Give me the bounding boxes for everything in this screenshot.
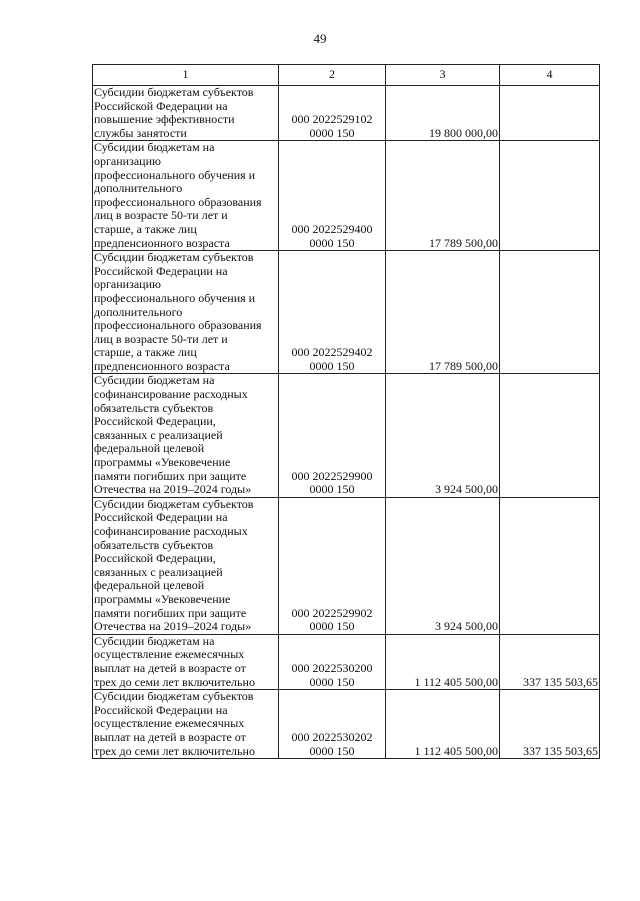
- row-description: Субсидии бюджетам субъектов Российской Федерации на организацию профессионального обучения и дополнительного профессионального образования лиц в возрасте 50-ти лет и старше, а также лиц предпенсионного возраста: [94, 250, 262, 373]
- row-description: Субсидии бюджетам на осуществление ежемесячных выплат на детей в возрасте от трех до семи лет включительно: [94, 633, 255, 689]
- page-number: 49: [313, 31, 327, 46]
- row-amount-executed: 337 135 503,65: [523, 674, 598, 689]
- row-amount-planned: 17 789 500,00: [429, 358, 498, 373]
- row-description: Субсидии бюджетам субъектов Российской Федерации на повышение эффективности службы занятости: [94, 85, 254, 140]
- table-row: [93, 690, 600, 759]
- row-code: 000 2022529402 0000 150: [291, 345, 373, 373]
- table-row: [93, 634, 600, 689]
- row-description: Субсидии бюджетам субъектов Российской Федерации на софинансирование расходных обязательств субъектов Российской Федерации, связанных с реализацией федеральной целевой программы «Увековечение памяти погибших при защите Отечества на 2019–2024 годы»: [94, 496, 254, 634]
- column-header-2: 2: [279, 65, 386, 86]
- row-amount-executed: 337 135 503,65: [523, 743, 598, 758]
- column-header-3: 3: [386, 65, 500, 86]
- budget-table: [92, 64, 600, 759]
- table-row: [93, 251, 600, 374]
- row-code: 000 2022529902 0000 150: [291, 605, 373, 634]
- row-amount-planned: 3 924 500,00: [435, 482, 498, 497]
- table-row: [93, 374, 600, 497]
- table-row: [93, 141, 600, 251]
- row-description: Субсидии бюджетам на организацию профессионального обучения и дополнительного профессионального образования лиц в возрасте 50-ти лет и старше, а также лиц предпенсионного возраста: [94, 140, 262, 250]
- table-header-row: [93, 65, 600, 86]
- row-amount-planned: 1 112 405 500,00: [414, 743, 498, 758]
- row-description: Субсидии бюджетам субъектов Российской Федерации на осуществление ежемесячных выплат на детей в возрасте от трех до семи лет включительно: [94, 689, 255, 758]
- table-row: [93, 86, 600, 141]
- row-amount-planned: 1 112 405 500,00: [414, 674, 498, 689]
- column-header-4: 4: [500, 65, 600, 86]
- row-code: 000 2022529102 0000 150: [291, 112, 373, 140]
- row-code: 000 2022529900 0000 150: [291, 468, 373, 497]
- table-row: [93, 497, 600, 634]
- row-code: 000 2022530202 0000 150: [291, 729, 373, 758]
- row-code: 000 2022529400 0000 150: [291, 221, 373, 250]
- row-code: 000 2022530200 0000 150: [291, 660, 373, 689]
- row-amount-planned: 3 924 500,00: [435, 619, 498, 634]
- row-amount-planned: 19 800 000,00: [429, 125, 498, 140]
- row-description: Субсидии бюджетам на софинансирование расходных обязательств субъектов Российской Федерации, связанных с реализацией федеральной целевой программы «Увековечение памяти погибших при защите Отечества на 2019–2024 годы»: [94, 373, 252, 497]
- row-amount-planned: 17 789 500,00: [429, 235, 498, 250]
- column-header-1: 1: [93, 65, 279, 86]
